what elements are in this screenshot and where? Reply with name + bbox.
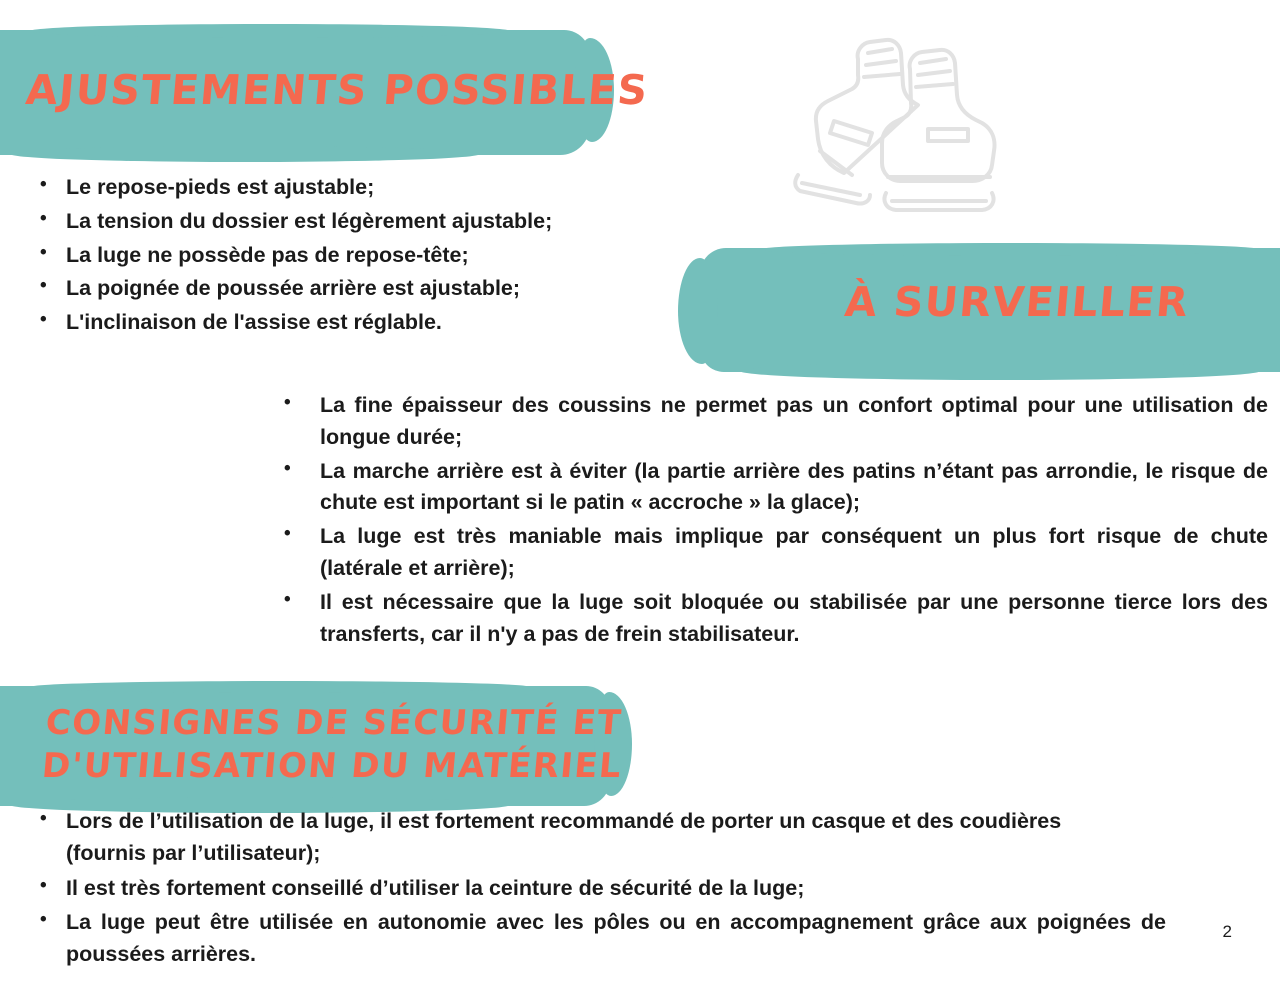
list-item: • La poignée de poussée arrière est ajustable; [26,273,706,305]
list-item: • La tension du dossier est légèrement ajustable; [26,206,706,238]
list-safety [26,806,1166,974]
brush-edge [760,243,1260,256]
brush-edge [10,146,480,162]
section-title-safety: CONSIGNES DE SÉCURITÉ ET D'UTILISATION DU MATÉRIEL [40,703,624,786]
list-watch [268,390,1268,653]
list-item: • La fine épaisseur des coussins ne permet pas un confort optimal pour une utilisation de longue durée; [268,390,1268,454]
list-item: • La luge est très maniable mais implique par conséquent un plus fort risque de chute (latérale et arrière); [268,521,1268,585]
section-title-adjustments: AJUSTEMENTS POSSIBLES [23,66,651,114]
list-item: • Le repose-pieds est ajustable; [26,172,706,204]
list-item: • Il est très fortement conseillé d’utiliser la ceinture de sécurité de la luge; [26,873,1146,905]
list-adjustments [26,172,706,341]
page-number: 2 [1222,922,1232,941]
brush-edge [678,258,718,364]
list-item: • Il est nécessaire que la luge soit bloquée ou stabilisée par une personne tierce lors des transferts, car il n'y a pas de frein stabilisateur. [268,587,1268,651]
brush-edge [30,24,510,38]
list-item: • La luge peut être utilisée en autonomie avec les pôles ou en accompagnement grâce aux poignées de poussées arrières. [26,907,1166,971]
section-title-watch: À SURVEILLER [842,278,1192,326]
brush-edge [740,362,1260,380]
list-item: • La luge ne possède pas de repose-tête; [26,240,706,272]
list-item: • La marche arrière est à éviter (la partie arrière des patins n’étant pas arrondie, le risque de chute est important si le patin « accroche » la glace); [268,456,1268,520]
ice-skates-icon [760,25,1040,220]
brush-edge [30,681,530,693]
list-item: • Lors de l’utilisation de la luge, il est fortement recommandé de porter un casque et des coudières (fournis par l’utilisateur); [26,806,1106,870]
list-item: • L'inclinaison de l'assise est réglable. [26,307,706,339]
